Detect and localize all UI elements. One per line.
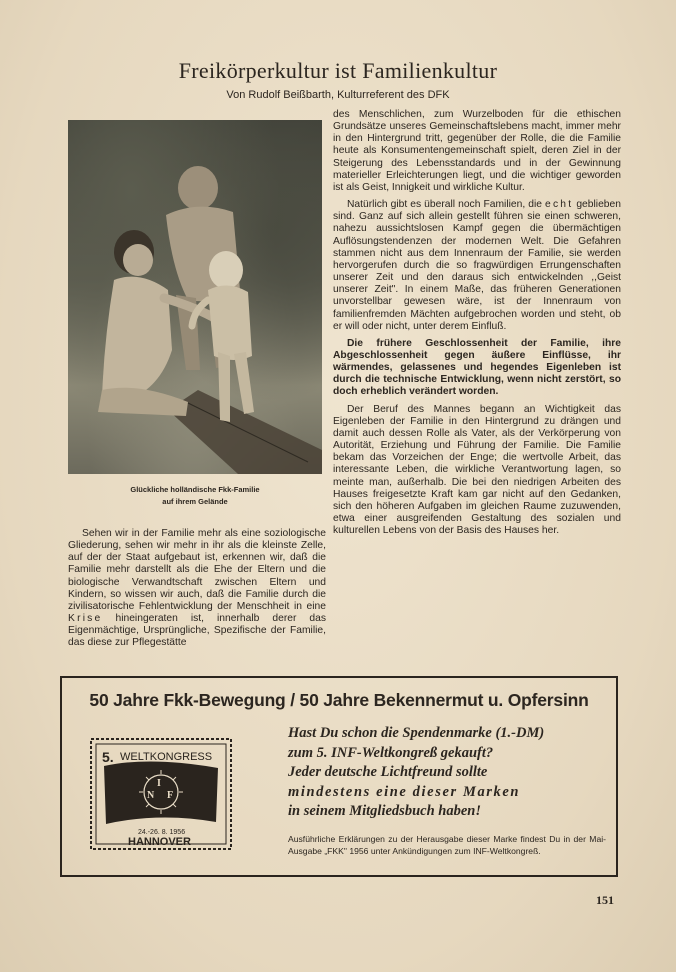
photo-caption-line-2: auf ihrem Gelände	[162, 497, 228, 506]
family-photo	[68, 120, 322, 474]
stamp-number: 5.	[102, 749, 114, 765]
advertisement-line: Jeder deutsche Lichtfreund sollte	[288, 764, 488, 780]
article-paragraph: Der Beruf des Mannes begann an Wichtigkeit das Eigenleben der Familie in den Hintergrund zu drängen und damit auch dessen Rolle als Vater, als der Verkörperung von Autorität, Erziehung und Führung der Familie. Die Familie bekam das Vorzeichen der Enge; die wertvolle Arbeit, das interessante Leben, die wirkliche Verantwortung lagen, so meinte man, außerhalb. Die bei den niedrigen Arbeiten des Hauses freigesetzte Kraft kam gar nicht auf den Gedanken, sich den höheren Aufgaben im gleichen Raume zuzuwenden, etwa einer ausgreifenden Gestaltung des sozialen und kulturellen Lebens von der Basis des Hauses her.	[333, 403, 621, 537]
photo-caption-line-1: Glückliche holländische Fkk-Familie	[130, 485, 260, 494]
advertisement-text	[288, 724, 608, 822]
stamp-letter: F	[167, 790, 174, 801]
emphasized-word: Krise	[68, 613, 103, 625]
stamp-letter: N	[147, 790, 155, 801]
advertisement-small-print: Ausführliche Erklärungen zu der Herausgabe dieser Marke findest Du in der Mai-Ausgabe „FKK" 1956 unter Ankündigungen zum INF-Weltkongreß.	[288, 834, 606, 856]
advertisement-headline: 50 Jahre Fkk-Bewegung / 50 Jahre Bekennermut u. Opfersinn	[89, 690, 589, 710]
stamp-city: HANNOVER	[128, 836, 191, 848]
stamp-letter: I	[157, 778, 161, 789]
article-paragraph	[68, 528, 326, 650]
congress-stamp	[90, 738, 232, 850]
advertisement-line: zum 5. INF-Weltkongreß gekauft?	[288, 744, 494, 761]
advertisement-line: mindestens eine dieser Marken	[288, 783, 521, 800]
stamp-date: 24.-26. 8. 1956	[138, 829, 186, 836]
paragraph-text: Natürlich gibt es überall noch Familien, die	[347, 199, 542, 211]
emphasized-word: echt	[545, 199, 574, 211]
paragraph-text: Sehen wir in der Familie mehr als eine soziologische Gliederung, sehen wir mehr in ihr als die kleinste Zelle, auf der der Staat aufgebaut ist, erkennen wir, daß die Familie mehr darstellt als die Ehe der Eltern und die biologische Verwandtschaft zwischen Eltern und Kindern, so wissen wir auch, daß die Familie durch die zivilisatorische Fehlentwicklung der Menschheit in eine	[68, 528, 326, 612]
article-left-column	[68, 528, 326, 650]
photo-caption	[68, 484, 322, 508]
paragraph-text: geblieben sind. Ganz auf sich allein gestellt führen sie einen schweren, nahezu aussichtslosen Kampf gegen die übermächtigen Auflösungstendenzen der modernen Welt. Die Gefahren stammen nicht aus dem Innenraum der Familie, sie werden hervorgerufen durch die so fragwürdigen Errungenschaften unserer Zeit und den daraus sich entwickelnden ,,Geist unserer Zeit". In einem Maße, das früheren Generationen unvorstellbar gewesen wäre, ist der Innenraum von familienfremden Mächten aufgebrochen worden und steht, ob er will oder nicht, unter derem Einfluß.	[333, 199, 621, 332]
stamp-icon	[90, 738, 232, 850]
article-right-column	[333, 109, 621, 537]
article-bold-paragraph: Die frühere Geschlossenheit der Familie, ihre Abgeschlossenheit gegen äußere Einflüsse, ihr wärmendes, gelassenes und hegendes Eigenleben ist durch die technische Entwicklung, wenn nicht zerstört, so doch erheblich verändert worden.	[333, 337, 621, 398]
paragraph-text: hineingeraten ist, innerhalb derer das Eigenmächtige, Ursprüngliche, Spezifische der Familie, das diese zur Pflegestätte	[68, 613, 326, 649]
advertisement-line: Hast Du schon die Spendenmarke (1.-DM)	[288, 725, 545, 741]
page-number: 151	[596, 893, 614, 907]
article-paragraph: des Menschlichen, zum Wurzelboden für die ethischen Grundsätze unseres Gemeinschaftslebens macht, immer mehr in den Hintergrund tritt, gegenüber der Rolle, die die Familie heute als Konsumentengemeinschaft spielt, deren Ziel in der Steigerung des Lebensstandards und in der Gewinnung materieller Erleichterungen liegt, und die wichtiger geworden ist als Geist, Innigkeit und wirkliche Kultur.	[333, 109, 621, 193]
advertisement-line: in seinem Mitgliedsbuch haben!	[288, 803, 481, 819]
stamp-top-text: WELTKONGRESS	[120, 751, 213, 763]
article-title: Freikörperkultur ist Familienkultur	[178, 58, 498, 83]
family-photo-illustration	[68, 120, 322, 474]
article-byline: Von Rudolf Beißbarth, Kulturreferent des DFK	[226, 89, 450, 101]
article-paragraph	[333, 199, 621, 333]
advertisement-box	[60, 676, 618, 877]
